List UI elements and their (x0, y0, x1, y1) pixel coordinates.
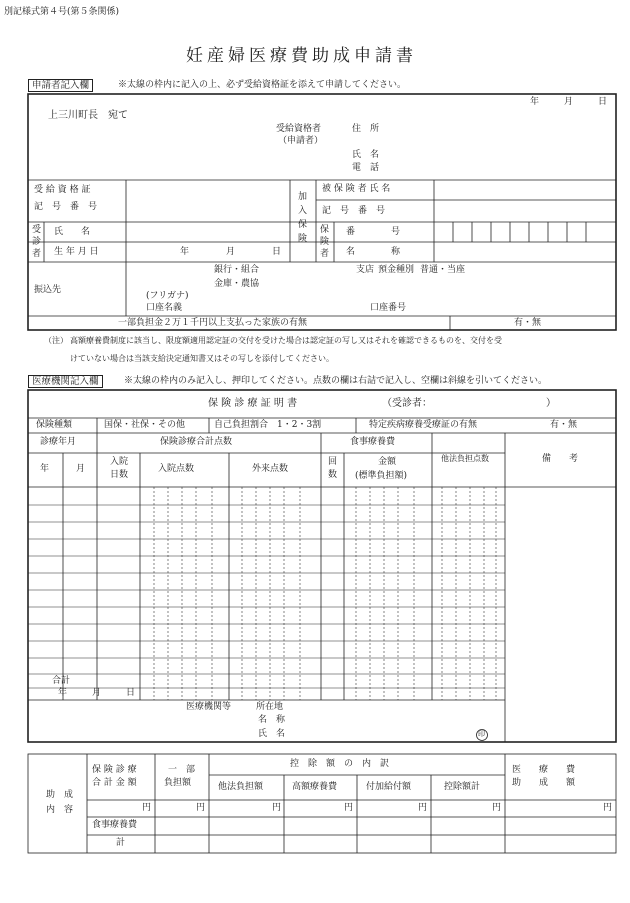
account-type-label: 預金種別 (378, 265, 415, 275)
issue-day-label: 日 (126, 688, 136, 698)
date-year-label: 年 (530, 97, 540, 107)
yen-insured: 円 (142, 803, 152, 813)
bank-type-2: 金庫・農協 (214, 279, 260, 289)
insurer-label: 保険者 (320, 225, 330, 259)
yen-additional: 円 (418, 803, 428, 813)
yen-other-law: 円 (272, 803, 282, 813)
ym-year-label: 年 (40, 464, 50, 474)
copay-ratio-label: 自己負担割合 1・2・3割 (214, 420, 322, 430)
high-cost-label: 高額療養費 (292, 782, 338, 792)
form-reference: 別記様式第４号(第５条関係) (4, 7, 120, 17)
patient-paren-close: ） (546, 398, 556, 409)
deduction-header: 控 除 額 の 内 訳 (290, 759, 390, 769)
meal-row-label: 食事療養費 (92, 820, 138, 830)
recipient-name-label: 氏 名 (54, 227, 91, 237)
yen-subsidy: 円 (603, 803, 613, 813)
insured-total-label-1: 保 険 診 療 (92, 765, 137, 775)
furigana-label: (フリガナ) (146, 291, 189, 301)
medical-subsidy-label-1: 医 療 費 (512, 765, 576, 775)
amount-label-2: (標準負担額) (355, 471, 408, 481)
specific-disease-label: 特定疾病療養受療証の有無 (369, 420, 478, 430)
doctor-name-label: 氏 名 (258, 729, 286, 739)
inpatient-days-label-2: 日数 (110, 470, 129, 480)
addressee: 上三川町長 宛て (48, 110, 128, 121)
date-month-label: 月 (564, 97, 574, 107)
times-label-2: 数 (328, 470, 338, 480)
medical-frame (28, 390, 616, 742)
cert-number-label-2: 記 号 番 号 (34, 202, 98, 212)
times-label-1: 回 (328, 457, 338, 467)
family-burden-label: 一部負担金２万１千円以上支払った家族の有無 (118, 318, 308, 328)
cert-number-label-1: 受 給 資 格 証 (34, 185, 91, 195)
account-type-options: 普通・当座 (420, 265, 466, 275)
inpatient-days-label-1: 入院 (110, 457, 129, 467)
insurer-number-label: 番 号 (346, 227, 401, 237)
specific-disease-options: 有・無 (550, 420, 578, 430)
note-label: （注） (44, 336, 68, 345)
amount-label-1: 金額 (378, 457, 397, 467)
total-points-label: 保険診療合計点数 (160, 437, 233, 447)
family-burden-options: 有・無 (514, 318, 542, 328)
bank-type-1: 銀行・組合 (214, 265, 260, 275)
recipient-label: 受診者 (32, 225, 42, 259)
total-label: 合計 (52, 676, 71, 686)
other-law-label: 他法負担額 (218, 782, 264, 792)
insurance-type-label: 保険種類 (36, 420, 73, 430)
insured-name-label: 被 保 険 者 氏 名 (322, 184, 391, 194)
account-number-label: 口座番号 (370, 303, 407, 313)
additional-label: 付加給付額 (366, 782, 412, 792)
subsidy-label-1: 助 成 (46, 790, 74, 800)
sum-row-label: 計 (116, 838, 126, 848)
birth-date-label: 生 年 月 日 (54, 247, 99, 257)
note-line-1: 高額療養費制度に該当し、限度額適用認定証の交付を受けた場合は認定証の写し又はそれを確認できるものを、交付を受 (70, 336, 502, 345)
copay-label-1: 一 部 (168, 765, 196, 775)
insurance-type-options: 国保・社保・その他 (104, 420, 186, 430)
other-law-points-label: 他法負担点数 (441, 454, 489, 463)
date-day-label: 日 (598, 97, 608, 107)
insured-total-label-2: 合 計 金 額 (92, 778, 137, 788)
medical-instruction: ※太線の枠内のみ記入し、押印してください。点数の欄は右詰で記入し、空欄は斜線を引いてください。 (124, 376, 548, 386)
birth-year-label: 年 (180, 247, 190, 257)
phone-label: 電 話 (352, 163, 380, 173)
outpatient-points-label: 外来点数 (252, 464, 289, 474)
copay-label-2: 負担額 (164, 778, 192, 788)
meal-cost-label: 食事療養費 (350, 437, 396, 447)
deduction-total-label: 控除額計 (444, 782, 481, 792)
birth-day-label: 日 (272, 247, 282, 257)
medical-section-label: 医療機関記入欄 (28, 375, 103, 388)
applicant-name-label: 氏 名 (352, 150, 380, 160)
subsidy-label-2: 内 容 (46, 805, 74, 815)
issue-month-label: 月 (92, 688, 102, 698)
issue-year-label: 年 (58, 688, 68, 698)
insurance-label: 加入保険 (298, 192, 308, 244)
applicant-instruction: ※太線の枠内に記入の上、必ず受給資格証を添えて申請してください。 (118, 80, 407, 90)
yen-deduction: 円 (492, 803, 502, 813)
yen-copay: 円 (196, 803, 206, 813)
qualifier-label: 受給資格者 (276, 124, 322, 134)
yen-high-cost: 円 (344, 803, 354, 813)
cert-title: 保 険 診 療 証 明 書 (208, 398, 298, 409)
institution-label: 医療機関等 (186, 702, 232, 712)
location-label: 所在地 (256, 702, 284, 712)
note-line-2: けていない場合は当該支給決定通知書又はその写しを添付してください。 (70, 354, 334, 363)
seal-mark: 印 (478, 730, 485, 738)
account-holder-label: 口座名義 (146, 303, 183, 313)
page-title: 妊産婦医療費助成申請書 (186, 46, 417, 66)
birth-month-label: 月 (226, 247, 236, 257)
applicant-section-label: 申請者記入欄 (28, 79, 93, 92)
treatment-ym-label: 診療年月 (40, 437, 77, 447)
bank-transfer-label: 振込先 (34, 285, 62, 295)
inpatient-points-label: 入院点数 (158, 464, 195, 474)
address-label: 住 所 (352, 124, 380, 134)
insurer-name-label: 名 称 (346, 247, 401, 257)
remarks-label: 備 考 (542, 454, 579, 464)
symbol-number-label: 記 号 番 号 (322, 206, 386, 216)
applicant-paren-label: （申請者） (278, 136, 324, 146)
patient-paren-open: （受診者： (382, 398, 432, 409)
institution-name-label: 名 称 (258, 715, 286, 725)
branch-label: 支店 (356, 265, 375, 275)
medical-subsidy-label-2: 助 成 額 (512, 778, 576, 788)
ym-month-label: 月 (76, 464, 86, 474)
